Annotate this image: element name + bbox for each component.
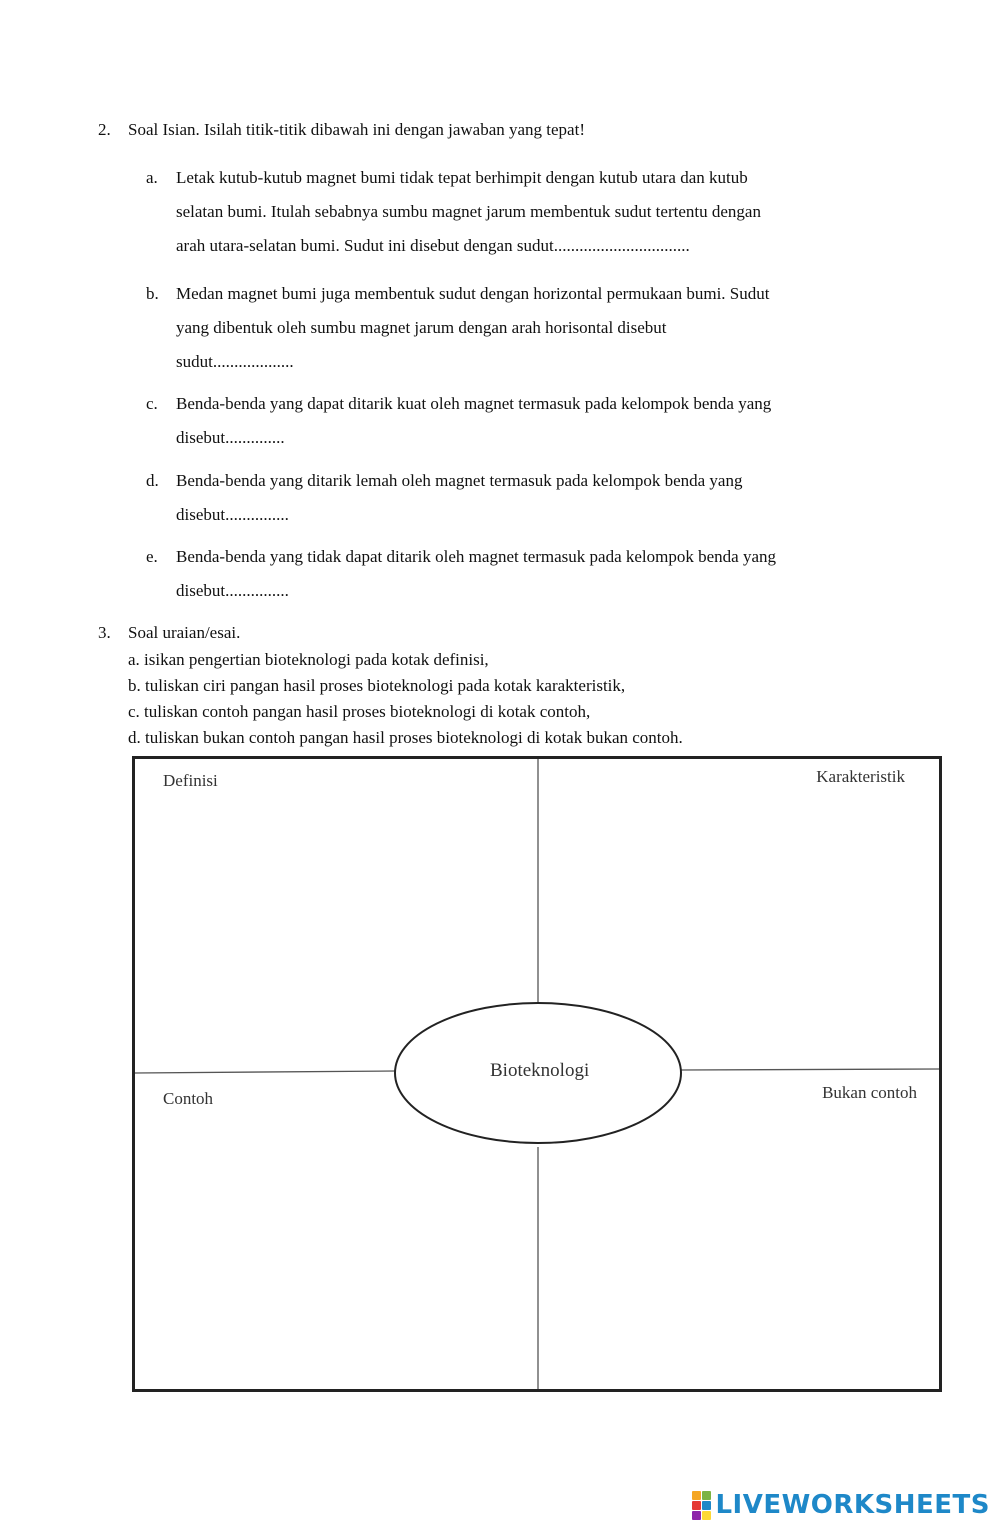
q3-instruction-d: d. tuliskan bukan contoh pangan hasil proses bioteknologi di kotak bukan contoh. bbox=[128, 728, 683, 747]
bukan-contoh-box-label[interactable]: Bukan contoh bbox=[822, 1083, 917, 1102]
q3-instruction-c: c. tuliskan contoh pangan hasil proses bioteknologi di kotak contoh, bbox=[128, 702, 591, 721]
q2d-letter: d. bbox=[146, 471, 159, 490]
q2e-line1: Benda-benda yang tidak dapat ditarik oleh magnet termasuk pada kelompok benda yang bbox=[176, 547, 776, 566]
contoh-box-label[interactable]: Contoh bbox=[163, 1089, 214, 1108]
liveworksheets-logo bbox=[692, 1488, 990, 1522]
q2a-letter: a. bbox=[146, 168, 158, 187]
q2c-line2-answer-blank[interactable]: disebut.............. bbox=[176, 428, 285, 447]
q2d-line2-answer-blank[interactable]: disebut............... bbox=[176, 505, 289, 524]
q2b-letter: b. bbox=[146, 284, 159, 303]
q2b-line2: yang dibentuk oleh sumbu magnet jarum dengan arah horisontal disebut bbox=[176, 318, 667, 337]
definisi-box-label[interactable]: Definisi bbox=[163, 771, 218, 790]
q2a-line2: selatan bumi. Itulah sebabnya sumbu magnet jarum membentuk sudut tertentu dengan bbox=[176, 202, 761, 221]
q2c-line1: Benda-benda yang dapat ditarik kuat oleh magnet termasuk pada kelompok benda yang bbox=[176, 394, 772, 413]
q3-title: Soal uraian/esai. bbox=[128, 623, 241, 642]
q3-instruction-b: b. tuliskan ciri pangan hasil proses bioteknologi pada kotak karakteristik, bbox=[128, 676, 626, 695]
q3-instruction-a: a. isikan pengertian bioteknologi pada kotak definisi, bbox=[128, 650, 489, 669]
q2d-line1: Benda-benda yang ditarik lemah oleh magnet termasuk pada kelompok benda yang bbox=[176, 471, 743, 490]
karakteristik-box-label[interactable]: Karakteristik bbox=[816, 767, 905, 786]
q2b-line3-answer-blank[interactable]: sudut................... bbox=[176, 352, 294, 371]
divider-right bbox=[681, 1069, 939, 1070]
q2e-line2-answer-blank[interactable]: disebut............... bbox=[176, 581, 289, 600]
q2e-letter: e. bbox=[146, 547, 158, 566]
q3-number: 3. bbox=[98, 623, 111, 642]
liveworksheets-wordmark: LIVEWORKSHEETS bbox=[715, 1490, 990, 1520]
liveworksheets-logo-icon bbox=[692, 1491, 711, 1520]
q2c-letter: c. bbox=[146, 394, 158, 413]
center-label: Bioteknologi bbox=[490, 1060, 590, 1081]
q2a-line3-answer-blank[interactable]: arah utara-selatan bumi. Sudut ini disebut dengan sudut................................ bbox=[176, 236, 690, 255]
q2-number: 2. bbox=[98, 120, 111, 139]
q2-title: Soal Isian. Isilah titik-titik dibawah ini dengan jawaban yang tepat! bbox=[128, 120, 585, 139]
frayer-diagram bbox=[132, 756, 942, 1392]
divider-left bbox=[135, 1071, 395, 1073]
q2b-line1: Medan magnet bumi juga membentuk sudut dengan horizontal permukaan bumi. Sudut bbox=[176, 284, 770, 303]
q2a-line1: Letak kutub-kutub magnet bumi tidak tepat berhimpit dengan kutub utara dan kutub bbox=[176, 168, 748, 187]
